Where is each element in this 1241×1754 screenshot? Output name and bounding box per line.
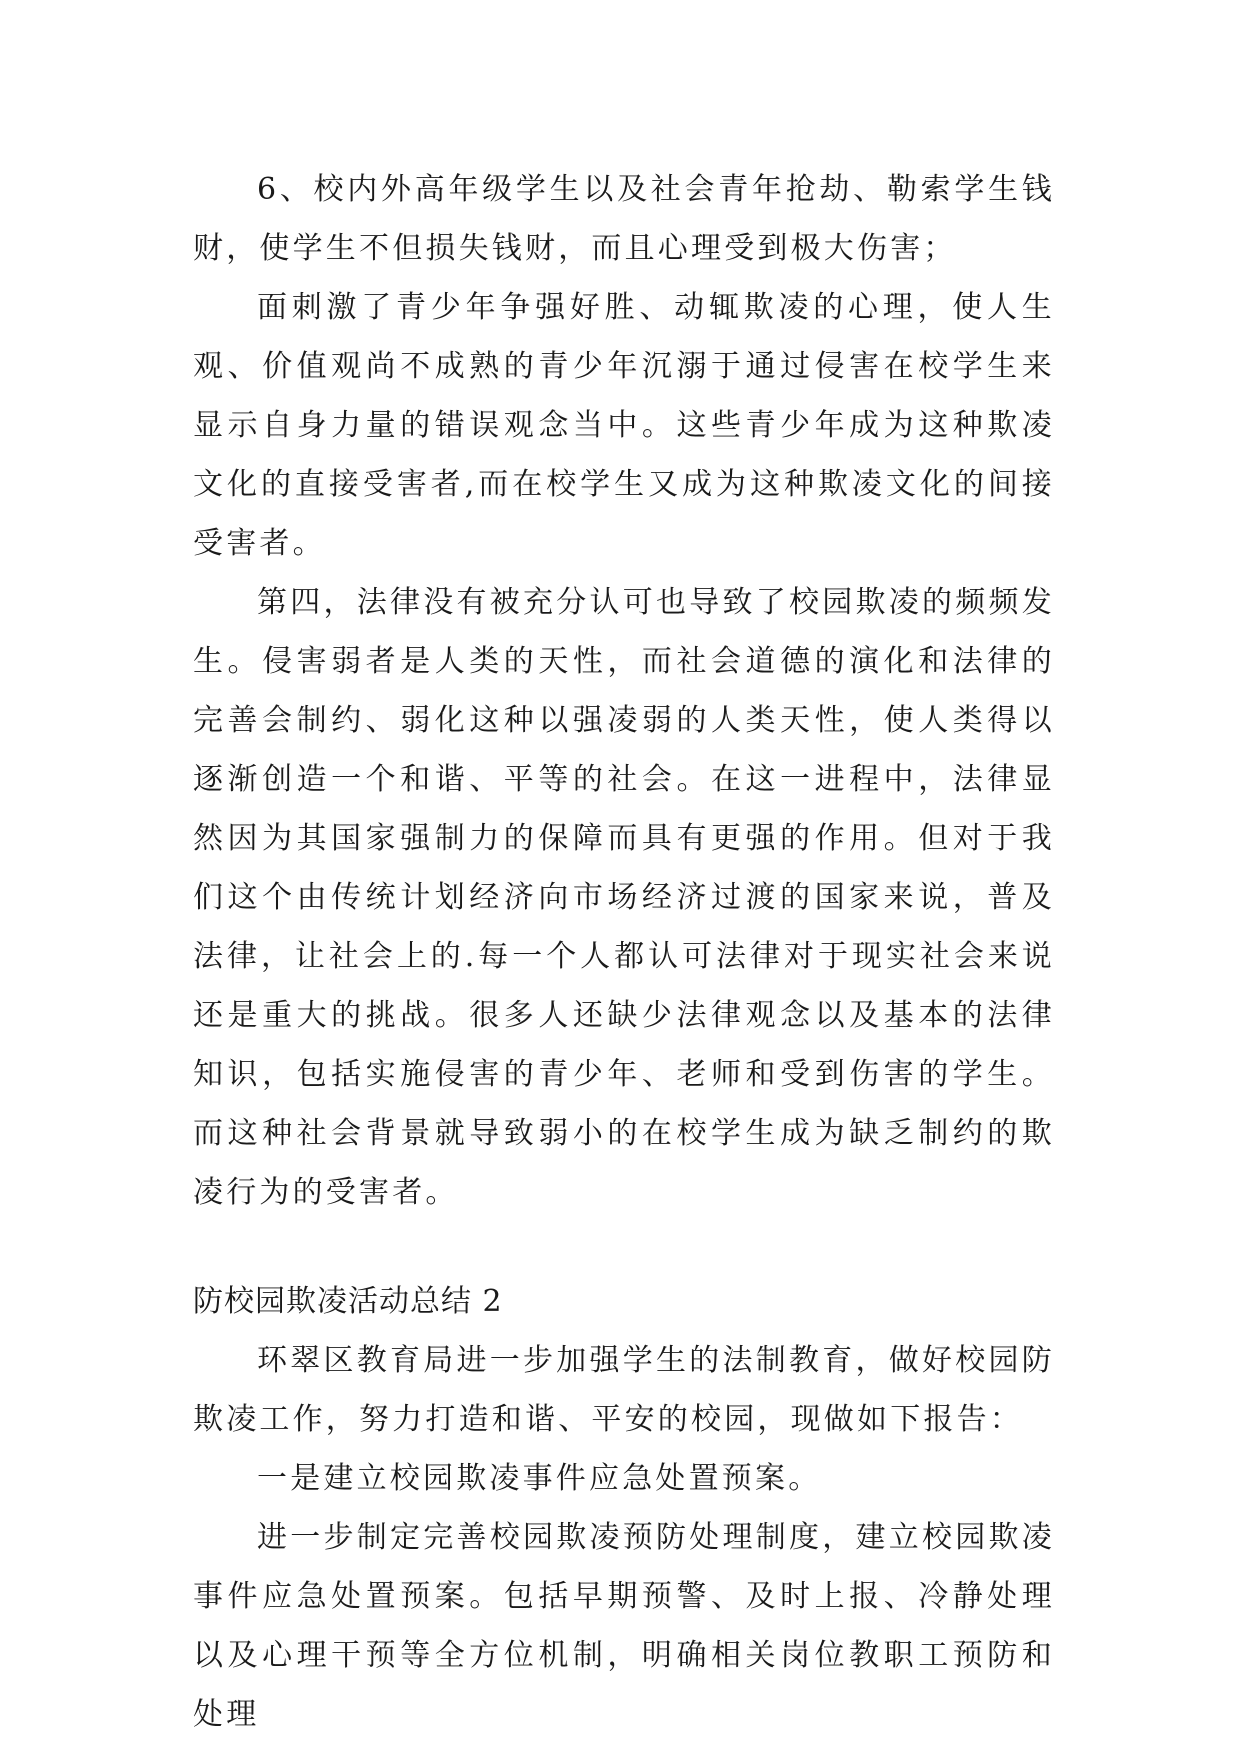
section-heading: 防校园欺凌活动总结 2 — [193, 1284, 503, 1319]
paragraph: 面刺激了青少年争强好胜、动辄欺凌的心理，使人生观、价值观尚不成熟的青少年沉溺于通过侵害在校学生来显示自身力量的错误观念当中。这些青少年成为这种欺凌文化的直接受害者,而在校学生又成为这种欺凌文化的间接受害者。 — [193, 290, 1055, 561]
document-page — [193, 160, 1055, 1744]
section-2 — [193, 1272, 1055, 1744]
paragraph: 第四，法律没有被充分认可也导致了校园欺凌的频频发生。侵害弱者是人类的天性，而社会道德的演化和法律的完善会制约、弱化这种以强凌弱的人类天性，使人类得以逐渐创造一个和谐、平等的社会。在这一进程中，法律显然因为其国家强制力的保障而具有更强的作用。但对于我们这个由传统计划经济向市场经济过渡的国家来说，普及法律，让社会上的.每一个人都认可法律对于现实社会来说还是重大的挑战。很多人还缺少法律观念以及基本的法律知识，包括实施侵害的青少年、老师和受到伤害的学生。而这种社会背景就导致弱小的在校学生成为缺乏制约的欺凌行为的受害者。 — [193, 585, 1055, 1210]
paragraph: 环翠区教育局进一步加强学生的法制教育，做好校园防欺凌工作，努力打造和谐、平安的校园，现做如下报告： — [193, 1343, 1055, 1437]
paragraph: 6、校内外高年级学生以及社会青年抢劫、勒索学生钱财，使学生不但损失钱财，而且心理受到极大伤害； — [193, 172, 1055, 266]
section-1 — [193, 160, 1055, 1222]
paragraph: 进一步制定完善校园欺凌预防处理制度，建立校园欺凌事件应急处置预案。包括早期预警、及时上报、冷静处理以及心理干预等全方位机制，明确相关岗位教职工预防和处理 — [193, 1520, 1055, 1732]
paragraph: 一是建立校园欺凌事件应急处置预案。 — [257, 1461, 822, 1496]
